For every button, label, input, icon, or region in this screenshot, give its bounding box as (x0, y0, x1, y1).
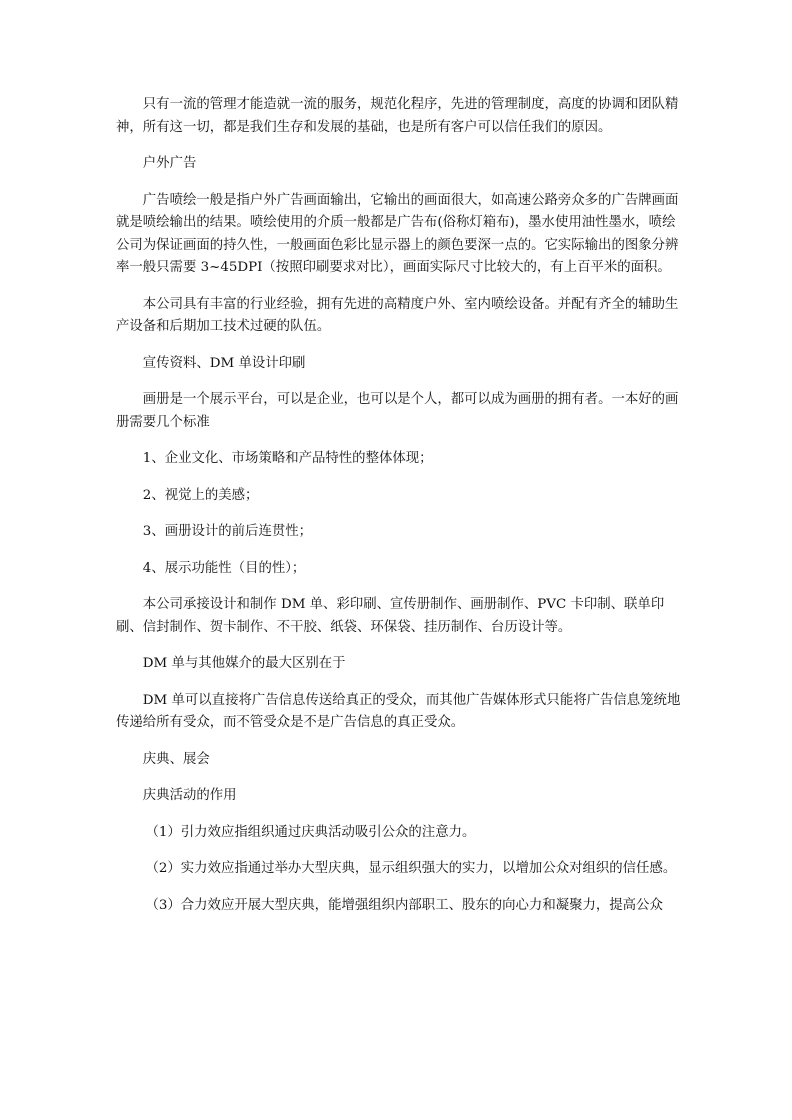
paragraph-printing-services: 本公司承接设计和制作 DM 单、彩印刷、宣传册制作、画册制作、PVC 卡印制、联单印刷、信封制作、贺卡制作、不干胶、纸袋、环保袋、挂历制作、台历设计等。 (116, 597, 665, 635)
heading-celebrations: 庆典、展会 (142, 751, 210, 767)
paragraph-dm-audience: DM 单可以直接将广告信息传送给真正的受众，而其他广告媒体形式只能将广告信息笼统地传递给所有受众，而不管受众是不是广告信息的真正受众。 (116, 692, 681, 730)
paragraph-company-experience: 本公司具有丰富的行业经验，拥有先进的高精度户外、室内喷绘设备。并配有齐全的辅助生产设备和后期加工技术过硬的队伍。 (116, 296, 679, 334)
list-item-standard-2: 2、视觉上的美感； (142, 487, 259, 503)
list-item-standard-1: 1、企业文化、市场策略和产品特性的整体体现； (142, 451, 433, 466)
list-item-effect-1: （1）引力效应指组织通过庆典活动吸引公众的注意力。 (145, 824, 476, 840)
list-item-standard-4: 4、展示功能性（目的性）； (142, 560, 306, 576)
paragraph-inkjet-printing: 广告喷绘一般是指户外广告画面输出，它输出的画面很大，如高速公路旁众多的广告牌画面就是喷绘输出的结果。喷绘使用的介质一般都是广告布(俗称灯箱布)，墨水使用油性墨水，喷绘公司为保证画面的持久性，一般画面色彩比显示器上的颜色要深一点的。它实际输出的图象分辨率一般只需要 3~45DPI（按照印刷要求对比），画面实际尺寸比较大的，有上百平米的面积。 (116, 192, 679, 275)
document-body (116, 94, 682, 931)
paragraph-management: 只有一流的管理才能造就一流的服务，规范化程序，先进的管理制度，高度的协调和团队精神，所有这一切，都是我们生存和发展的基础，也是所有客户可以信任我们的原因。 (116, 97, 679, 135)
list-item-effect-3: （3）合力效应开展大型庆典，能增强组织内部职工、股东的向心力和凝聚力，提高公众 (145, 897, 663, 913)
heading-dm-difference: DM 单与其他媒介的最大区别在于 (142, 656, 346, 671)
list-item-standard-3: 3、画册设计的前后连贯性； (142, 524, 313, 539)
heading-outdoor-ads: 户外广告 (142, 156, 197, 171)
list-item-effect-2: （2）实力效应指通过举办大型庆典，显示组织强大的实力，以增加公众对组织的信任感。 (145, 861, 677, 876)
heading-dm-design: 宣传资料、DM 单设计印刷 (142, 355, 306, 371)
paragraph-brochure-intro: 画册是一个展示平台，可以是企业，也可以是个人，都可以成为画册的拥有者。一本好的画册需要几个标准 (116, 392, 679, 430)
heading-celebration-effects: 庆典活动的作用 (142, 788, 237, 803)
